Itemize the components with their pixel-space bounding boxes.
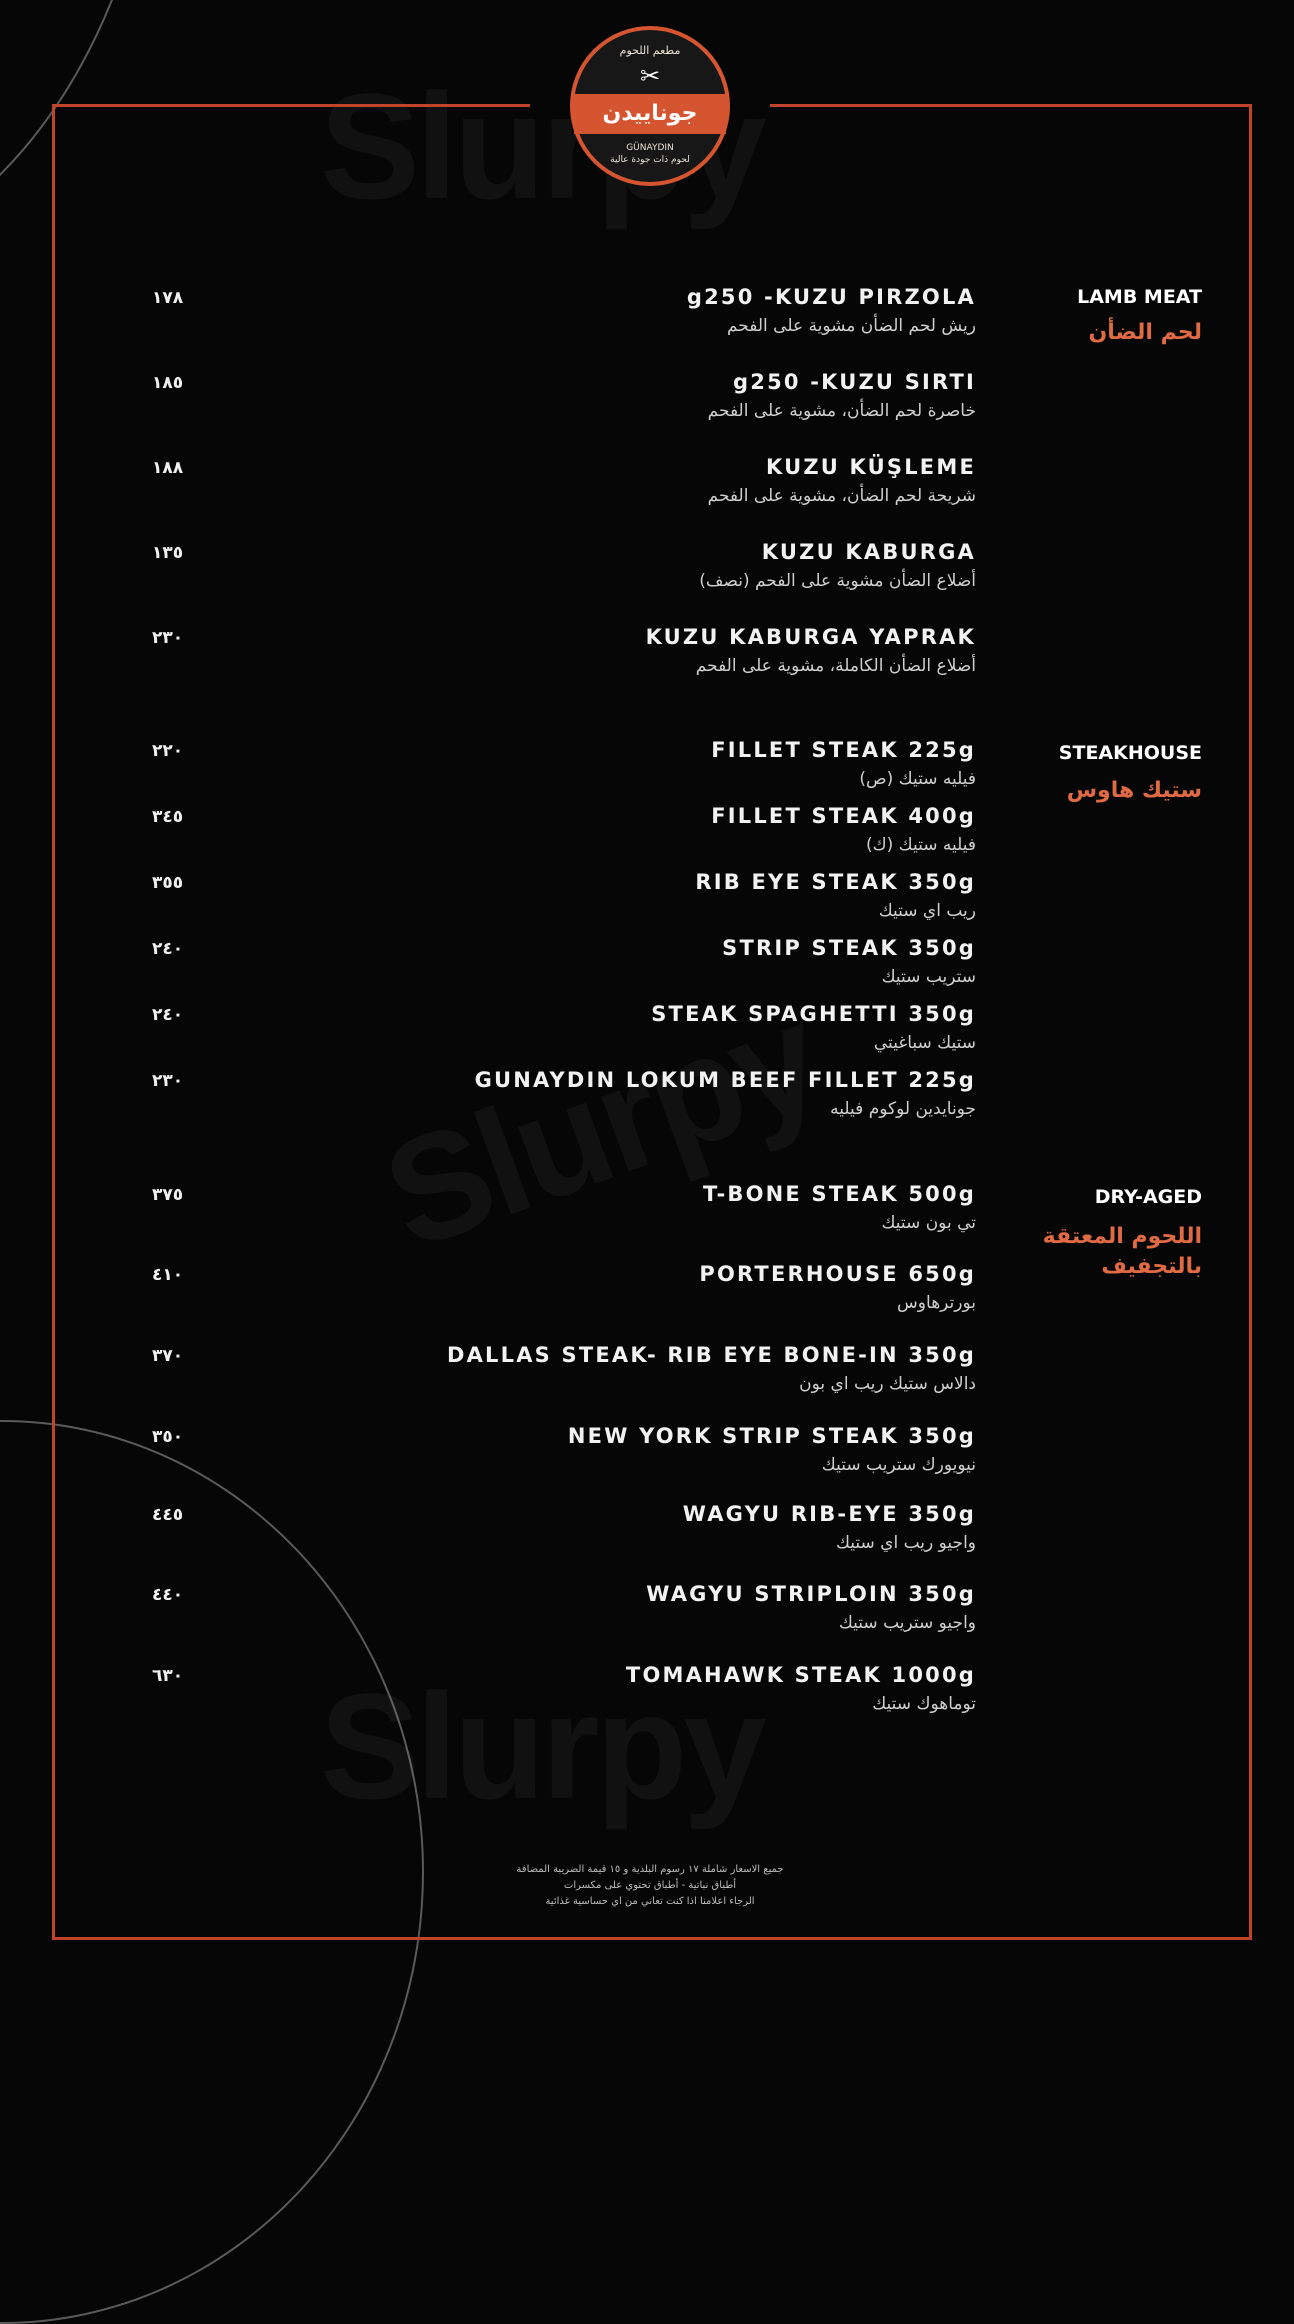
- item-description-ar: تي بون ستيك: [881, 1213, 976, 1233]
- frame-right: [1249, 104, 1252, 1940]
- knife-icon: ✂: [639, 62, 661, 90]
- item-description-ar: نيويورك ستريب ستيك: [821, 1455, 976, 1475]
- footer-tax-note: جميع الاسعار شاملة ١٧ رسوم البلدية و ١٥ قيمة الضريبة المضافة: [516, 1864, 784, 1875]
- item-price: ٣٤٥: [152, 807, 184, 827]
- item-name: KUZU KABURGA YAPRAK: [645, 625, 976, 649]
- item-description-ar: ريب اي ستيك: [878, 901, 976, 921]
- section-title-steakhouse: STEAKHOUSE: [1058, 742, 1202, 764]
- item-price: ٤١٠: [152, 1265, 184, 1285]
- footer-dietary-note: أطباق نباتية - أطباق تحتوي على مكسرات: [563, 1880, 737, 1891]
- item-description-ar: خاصرة لحم الضأن، مشوية على الفحم: [707, 401, 976, 421]
- item-description-ar: جونايدين لوكوم فيليه: [830, 1099, 976, 1119]
- item-description-ar: توماهوك ستيك: [872, 1694, 976, 1714]
- item-price: ٢٤٠: [152, 1005, 184, 1025]
- item-name: WAGYU STRIPLOIN 350g: [646, 1582, 976, 1606]
- restaurant-logo: [570, 26, 730, 186]
- logo-top-text: مطعم اللحوم: [619, 44, 681, 57]
- item-name: PORTERHOUSE 650g: [699, 1262, 976, 1286]
- section-title-steakhouse-ar: ستيك هاوس: [1066, 778, 1202, 803]
- item-price: ١٧٨: [152, 288, 184, 308]
- section-title-dry-aged: DRY-AGED: [1094, 1186, 1202, 1208]
- item-name: KUZU KÜŞLEME: [766, 455, 976, 479]
- item-description-ar: أضلاع الضأن مشوية على الفحم (نصف): [699, 571, 976, 591]
- decorative-arc-bottom: [0, 1420, 424, 2324]
- item-description-ar: ستريب ستيك: [881, 967, 976, 987]
- item-price: ١٣٥: [152, 543, 184, 563]
- item-name: FILLET STEAK 225g: [711, 738, 976, 762]
- item-price: ٤٤٠: [152, 1585, 184, 1605]
- item-price: ٢٢٠: [152, 741, 184, 761]
- item-description-ar: فيليه ستيك (ك): [865, 835, 976, 855]
- item-name: KUZU KABURGA: [761, 540, 976, 564]
- item-name: DALLAS STEAK- RIB EYE BONE-IN 350g: [446, 1343, 976, 1367]
- frame-top-right: [770, 104, 1252, 107]
- item-price: ٢٣٠: [152, 628, 184, 648]
- logo-tagline: لحوم ذات جودة عالية: [610, 155, 690, 165]
- footer-notes: [400, 1862, 900, 1910]
- footer-allergy-note: الرجاء اعلامنا اذا كنت تعاني من اي حساسية غذائية: [545, 1896, 755, 1907]
- item-name: g250 -KUZU PIRZOLA: [686, 285, 976, 309]
- item-description-ar: ستيك سباغيتي: [873, 1033, 976, 1053]
- item-description-ar: أضلاع الضأن الكاملة، مشوية على الفحم: [695, 656, 976, 676]
- item-price: ٣٥٥: [152, 873, 184, 893]
- item-description-ar: شريحة لحم الضأن، مشوية على الفحم: [707, 486, 976, 506]
- item-price: ٢٤٠: [152, 939, 184, 959]
- item-price: ٣٧٥: [152, 1185, 184, 1205]
- item-price: ٢٣٠: [152, 1071, 184, 1091]
- item-name: FILLET STEAK 400g: [711, 804, 976, 828]
- logo-sub: GÜNAYDIN: [626, 143, 674, 153]
- logo-name: جوناييدن: [574, 94, 726, 134]
- item-description-ar: واجيو ستريب ستيك: [838, 1613, 976, 1633]
- item-name: STRIP STEAK 350g: [722, 936, 976, 960]
- item-price: ١٨٥: [152, 373, 184, 393]
- item-price: ٣٥٠: [152, 1427, 184, 1447]
- item-name: RIB EYE STEAK 350g: [695, 870, 976, 894]
- item-name: WAGYU RIB-EYE 350g: [682, 1502, 976, 1526]
- frame-left: [52, 104, 55, 1940]
- item-name: STEAK SPAGHETTI 350g: [651, 1002, 976, 1026]
- frame-top-left: [52, 104, 530, 107]
- item-price: ١٨٨: [152, 458, 184, 478]
- section-title-dry-aged-ar: اللحوم المعتقة بالتجفيف: [1042, 1224, 1202, 1279]
- item-description-ar: دالاس ستيك ريب اي بون: [799, 1374, 976, 1394]
- item-price: ٦٣٠: [152, 1666, 184, 1686]
- section-title-lamb-ar: لحم الضأن: [1088, 320, 1202, 345]
- item-description-ar: بورترهاوس: [897, 1293, 976, 1313]
- item-name: TOMAHAWK STEAK 1000g: [625, 1663, 976, 1687]
- item-name: T-BONE STEAK 500g: [703, 1182, 976, 1206]
- item-description-ar: ريش لحم الضأن مشوية على الفحم: [726, 316, 976, 336]
- item-description-ar: فيليه ستيك (ص): [859, 769, 976, 789]
- item-name: NEW YORK STRIP STEAK 350g: [567, 1424, 976, 1448]
- item-name: g250 -KUZU SIRTI: [733, 370, 976, 394]
- item-description-ar: واجيو ريب اي ستيك: [835, 1533, 976, 1553]
- section-title-lamb: LAMB MEAT: [1077, 286, 1202, 308]
- frame-bottom: [52, 1937, 1252, 1940]
- decorative-arc-top: [0, 0, 164, 274]
- item-name: GUNAYDIN LOKUM BEEF FILLET 225g: [474, 1068, 976, 1092]
- item-price: ٤٤٥: [152, 1505, 184, 1525]
- item-price: ٣٧٠: [152, 1346, 184, 1366]
- logo-bottom-text: [584, 142, 716, 166]
